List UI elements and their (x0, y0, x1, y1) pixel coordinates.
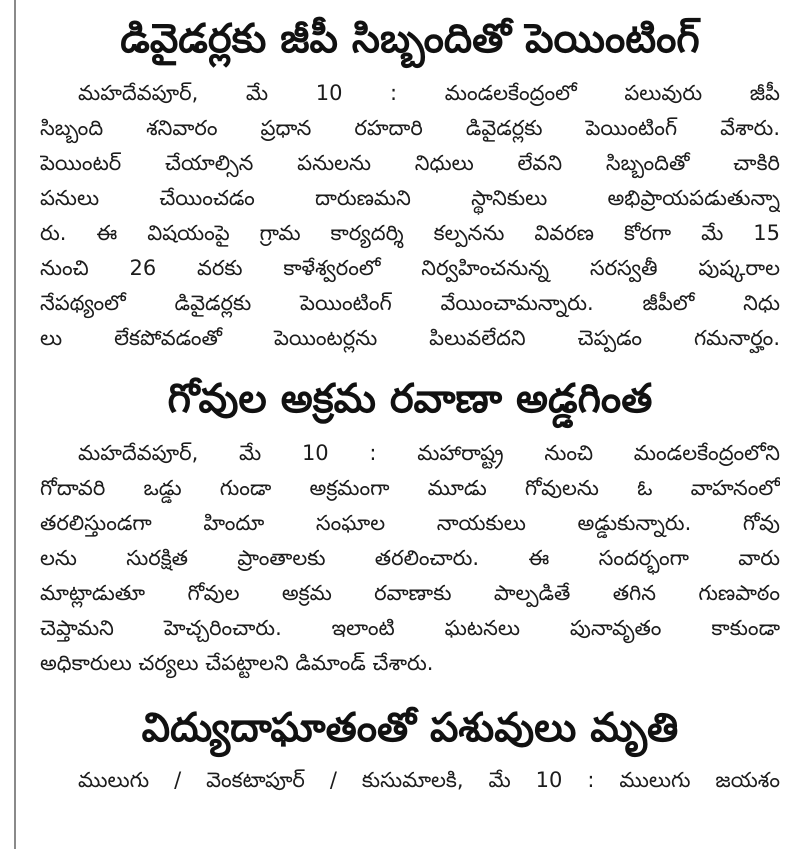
article-electrocution (40, 763, 780, 791)
article-line: మహదేవపూర్, మే 10 : మహారాష్ట్ర నుంచి మండలకేంద్రంలోని (78, 441, 780, 465)
article-divider-painting (40, 76, 780, 356)
article-line: లు లేకపోవడంతో పెయింటర్లను పిలువలేదని చెప్పడం గమనార్హం. (40, 326, 780, 350)
article-line: చెప్తామని హెచ్చరించారు. ఇలాంటి ఘటనలు పునావృతం కాకుండా (40, 616, 780, 640)
article-line: మాట్లాడుతూ గోవుల అక్రమ రవాణాకు పాల్పడితే తగిన గుణపాఠం (40, 581, 780, 605)
article-line: గోదావరి ఒడ్డు గుండా అక్రమంగా మూడు గోవులను ఓ వాహనంలో (40, 476, 780, 500)
article-line: నేపథ్యంలో డివైడర్లకు పెయింటింగ్ వేయించామన్నారు. జీపీలో నిధు (40, 291, 780, 315)
article-line: రు. ఈ విషయంపై గ్రామ కార్యదర్శి కల్పనను వివరణ కోరగా మే 15 (40, 221, 780, 245)
article-line: తరలిస్తుండగా హిందూ సంఘాల నాయకులు అడ్డుకున్నారు. గోవు (40, 511, 780, 535)
headline-cattle-smuggling: గోవుల అక్రమ రవాణా అడ్డగింత (167, 376, 653, 422)
headline-divider-painting: డివైడర్లకు జీపీ సిబ్బందితో పెయింటింగ్ (120, 16, 700, 62)
headline-electrocution: విద్యుదాఘాతంతో పశువులు మృతి (141, 705, 679, 751)
article-line: పెయింటర్ చేయాల్సిన పనులను నిధులు లేవని సిబ్బందితో చాకిరి (40, 151, 780, 175)
article-line: లను సురక్షిత ప్రాంతాలకు తరలించారు. ఈ సందర్భంగా వారు (40, 546, 780, 570)
article-line: సిబ్బంది శనివారం ప్రధాన రహదారి డివైడర్లకు పెయింటింగ్ వేశారు. (40, 116, 780, 140)
newspaper-column (40, 0, 780, 791)
article-line: అధికారులు చర్యలు చేపట్టాలని డిమాండ్ చేశారు. (40, 651, 434, 675)
article-cattle-smuggling (40, 436, 780, 681)
article-line: పనులు చేయించడం దారుణమని స్థానికులు అభిప్రాయపడుతున్నా (40, 186, 780, 210)
article-line: నుంచి 26 వరకు కాళేశ్వరంలో నిర్వహించనున్న సరస్వతీ పుష్కరాల (40, 256, 780, 280)
article-line: మహదేవపూర్, మే 10 : మండలకేంద్రంలో పలువురు జీపీ (78, 81, 780, 105)
column-rule (14, 0, 16, 849)
article-line: ములుగు / వెంకటాపూర్ / కుసుమాలకి, మే 10 : ములుగు జయశం (78, 768, 780, 791)
